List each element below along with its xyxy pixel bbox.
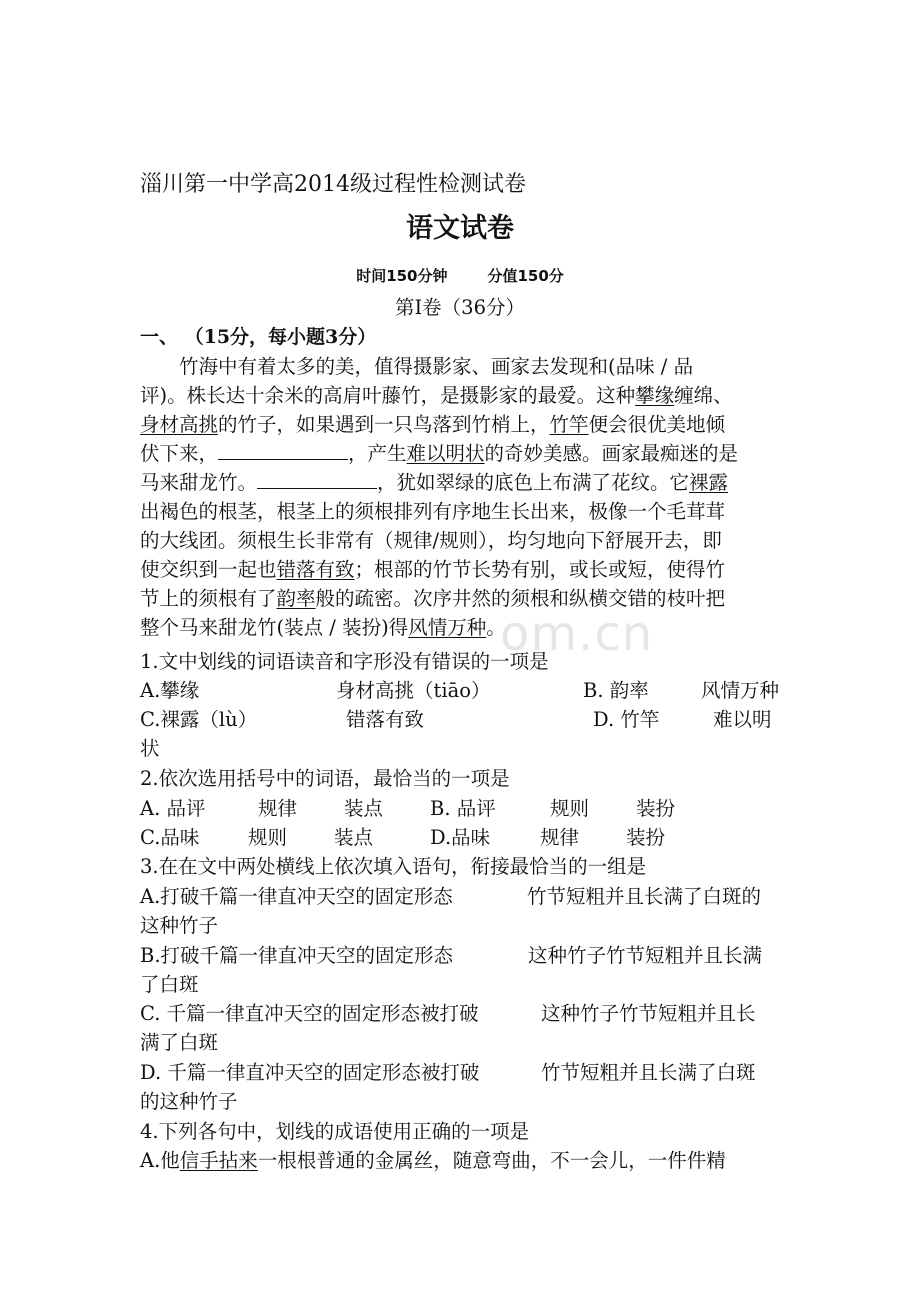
option-a: A.攀缘 bbox=[140, 679, 200, 702]
question-option-c: C. 千篇一律直冲天空的固定形态被打破 这种竹子竹节短粗并且长 bbox=[140, 1002, 756, 1025]
underlined-word: 风情万种 bbox=[408, 616, 487, 639]
passage-line: 节上的须根有了韵率般的疏密。次序井然的须根和纵横交错的枝叶把 bbox=[140, 587, 726, 610]
question-stem: 4.下列各句中，划线的成语使用正确的一项是 bbox=[140, 1120, 530, 1143]
question-option-a: A.打破千篇一律直冲天空的固定形态 竹节短粗并且长满了白斑的 bbox=[140, 885, 762, 908]
underlined-word: 错落有致 bbox=[276, 558, 355, 581]
question-stem: 3.在在文中两处横线上依次填入语句，衔接最恰当的一组是 bbox=[140, 855, 647, 878]
option-d: D.品味 bbox=[430, 826, 491, 849]
question-text: 状 bbox=[140, 737, 160, 760]
passage-line: 评)。株长达十余米的高肩叶藤竹，是摄影家的最爱。这种攀缘缠绵、 bbox=[140, 384, 733, 407]
fill-blank bbox=[257, 468, 377, 489]
underlined-word: 裸露 bbox=[689, 471, 729, 494]
option-c: C.品味 bbox=[140, 826, 200, 849]
question-options: A. 品评 规律 装点 B. 品评 规则 装扮 bbox=[140, 794, 790, 823]
passage-line: 身材高挑的竹子，如果遇到一只鸟落到竹梢上，竹竿便会很优美地倾 bbox=[140, 413, 726, 436]
passage-line: 竹海中有着太多的美，值得摄影家、画家去发现和(品味 / 品 bbox=[179, 355, 694, 378]
option-c: C.裸露（lù） bbox=[140, 708, 258, 731]
question-text: 这种竹子 bbox=[140, 914, 219, 937]
section-heading: 一、 （15分，每小题3分） bbox=[140, 326, 377, 348]
option-b: B. 品评 bbox=[430, 797, 496, 820]
time-score-info bbox=[0, 262, 920, 291]
question-stem: 1.文中划线的词语读音和字形没有错误的一项是 bbox=[140, 650, 549, 673]
question-options: C.品味 规则 装点 D.品味 规律 装扮 bbox=[140, 823, 790, 852]
passage-line: 使交织到一起也错落有致；根部的竹节长势有别，或长或短，使得竹 bbox=[140, 558, 726, 581]
watermark: om.cn bbox=[500, 606, 654, 662]
question-text: 了白斑 bbox=[140, 973, 199, 996]
underlined-word: 攀缘 bbox=[635, 384, 675, 407]
underlined-idiom: 信手拈来 bbox=[179, 1149, 258, 1172]
passage-line: 出褐色的根茎，根茎上的须根排列有序地生长出来，极像一个毛茸茸 bbox=[140, 500, 726, 523]
underlined-word: 韵率 bbox=[276, 587, 316, 610]
question-options: C.裸露（lù） 错落有致 D. 竹竿 难以明 bbox=[140, 705, 790, 734]
volume-heading: 第Ⅰ卷（36分） bbox=[394, 296, 526, 319]
passage-line: 伏下来， ，产生难以明状的奇妙美感。画家最痴迷的是 bbox=[140, 439, 790, 468]
option-a: A. 品评 bbox=[140, 797, 206, 820]
question-text: 满了白斑 bbox=[140, 1031, 219, 1054]
school-header: 淄川第一中学高2014级过程性检测试卷 bbox=[140, 172, 526, 197]
exam-title: 语文试卷 bbox=[406, 213, 514, 244]
passage-line: 马来甜龙竹。 ，犹如翠绿的底色上布满了花纹。它裸露 bbox=[140, 468, 790, 497]
underlined-word: 难以明状 bbox=[406, 442, 485, 465]
passage-line: 整个马来甜龙竹(装点 / 装扮)得风情万种。 bbox=[140, 616, 506, 639]
underlined-word: 竹竿 bbox=[549, 413, 589, 436]
question-option-d: D. 千篇一律直冲天空的固定形态被打破 竹节短粗并且长满了白斑 bbox=[140, 1061, 756, 1084]
question-option-a: A.他信手拈来一根根普通的金属丝，随意弯曲，不一会儿，一件件精 bbox=[140, 1149, 726, 1172]
question-option-b: B.打破千篇一律直冲天空的固定形态 这种竹子竹节短粗并且长满 bbox=[140, 944, 763, 967]
option-b: B. 韵率 bbox=[583, 679, 649, 702]
option-d: D. 竹竿 bbox=[593, 708, 660, 731]
time-limit: 时间150分钟 bbox=[356, 267, 448, 285]
total-score: 分值150分 bbox=[487, 267, 564, 285]
question-stem: 2.依次选用括号中的词语，最恰当的一项是 bbox=[140, 767, 510, 790]
underlined-word: 身材高挑 bbox=[140, 413, 219, 436]
passage-line: 的大线团。须根生长非常有（规律/规则），均匀地向下舒展开去，即 bbox=[140, 529, 722, 552]
fill-blank bbox=[218, 439, 348, 460]
question-text: 的这种竹子 bbox=[140, 1090, 238, 1113]
question-options: A.攀缘 身材高挑（tiāo） B. 韵率 风情万种 bbox=[140, 676, 790, 705]
